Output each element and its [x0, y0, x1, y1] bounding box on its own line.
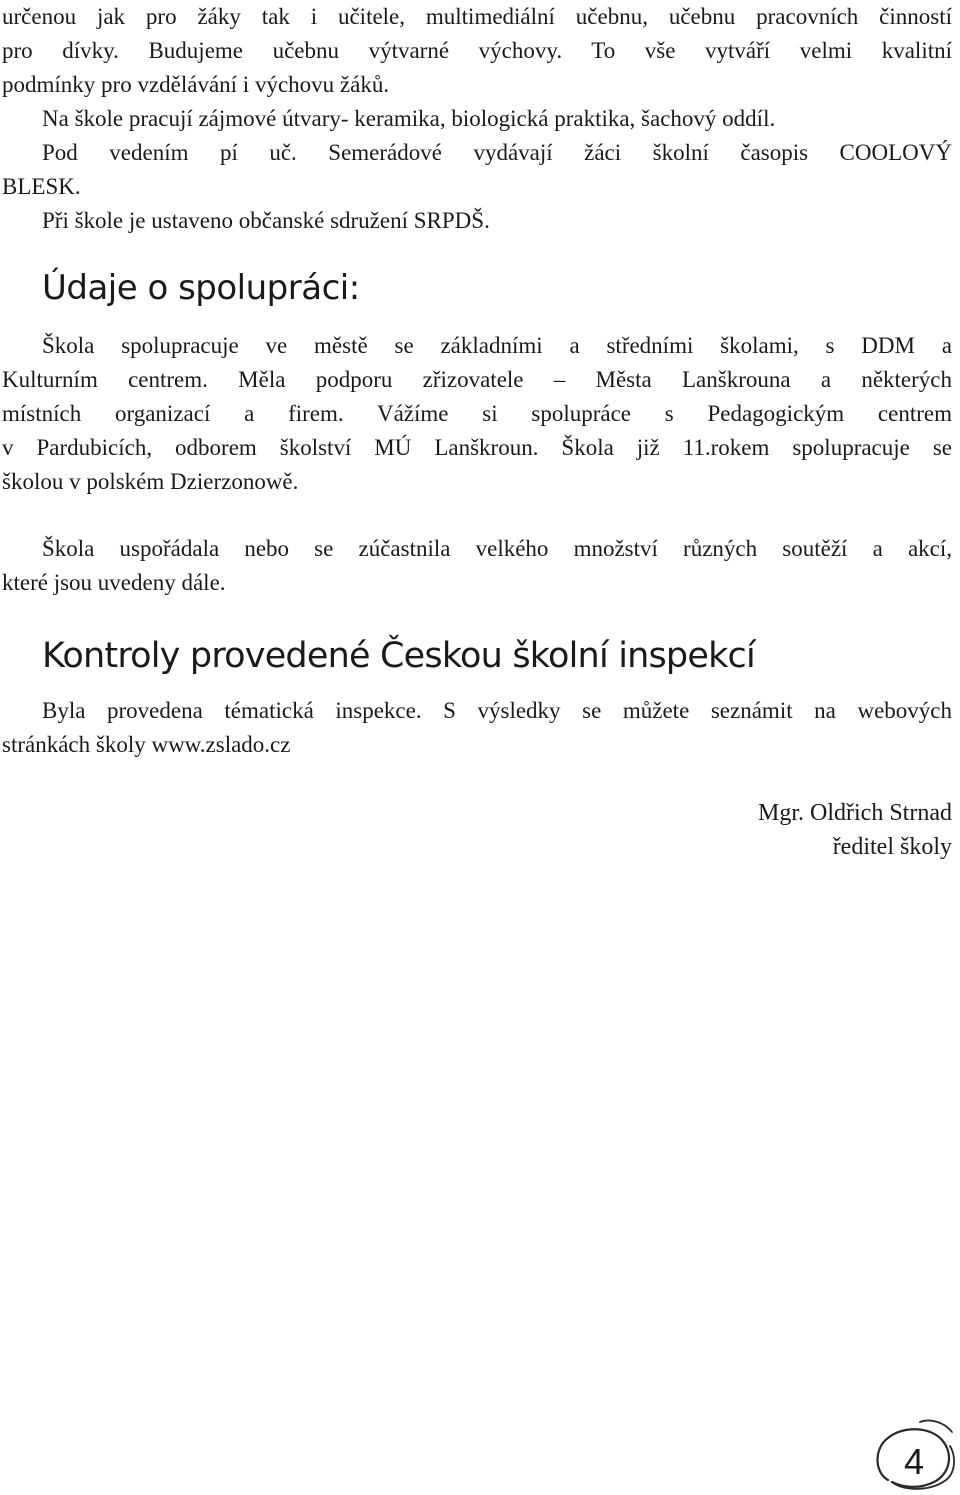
cooperation-line-1: Škola spolupracuje ve městě se základními a středními školami, s DDM a	[42, 333, 952, 358]
intro-line-7: Při škole je ustaveno občanské sdružení SRPDŠ.	[42, 208, 490, 233]
inspection-line-1: Byla provedena tématická inspekce. S výsledky se můžete seznámit na webových	[42, 698, 952, 723]
intro-line-1: určenou jak pro žáky tak i učitele, multimediální učebnu, učebnu pracovních činností	[2, 4, 952, 29]
events-paragraph	[2, 532, 952, 600]
inspection-heading: Kontroly provedené Českou školní inspekcí	[42, 636, 755, 676]
events-line-1: Škola uspořádala nebo se zúčastnila velkého množství různých soutěží a akcí,	[42, 536, 952, 561]
intro-line-4: Na škole pracují zájmové útvary- keramika, biologická praktika, šachový oddíl.	[42, 106, 776, 131]
cooperation-line-3: místních organizací a firem. Vážíme si spolupráce s Pedagogickým centrem	[2, 401, 952, 426]
intro-line-2: pro dívky. Budujeme učebnu výtvarné výchovy. To vše vytváří velmi kvalitní	[2, 38, 952, 63]
page-number-badge	[868, 1412, 958, 1492]
cooperation-line-2: Kulturním centrem. Měla podporu zřizovatele – Města Lanškrouna a některých	[2, 367, 952, 392]
intro-line-3: podmínky pro vzdělávání i výchovu žáků.	[2, 72, 390, 97]
cooperation-line-4: v Pardubicích, odborem školství MÚ Lanškroun. Škola již 11.rokem spolupracuje se	[2, 435, 952, 460]
cooperation-heading: Údaje o spolupráci:	[42, 268, 360, 308]
events-line-2: které jsou uvedeny dále.	[2, 570, 226, 595]
signature-name: Mgr. Oldřich Strnad	[758, 800, 952, 826]
intro-line-5: Pod vedením pí uč. Semerádové vydávají žáci školní časopis COOLOVÝ	[42, 140, 952, 165]
cooperation-line-5: školou v polském Dzierzonowě.	[2, 469, 299, 494]
cooperation-paragraph	[2, 329, 952, 499]
inspection-line-2: stránkách školy www.zslado.cz	[2, 732, 291, 757]
signature-block	[758, 796, 952, 864]
intro-line-6: BLESK.	[2, 174, 81, 199]
signature-role: ředitel školy	[832, 834, 952, 860]
page-number: 4	[903, 1441, 925, 1482]
inspection-paragraph	[2, 694, 952, 762]
intro-paragraph	[2, 0, 952, 238]
page-number-swirl-icon	[868, 1412, 958, 1492]
